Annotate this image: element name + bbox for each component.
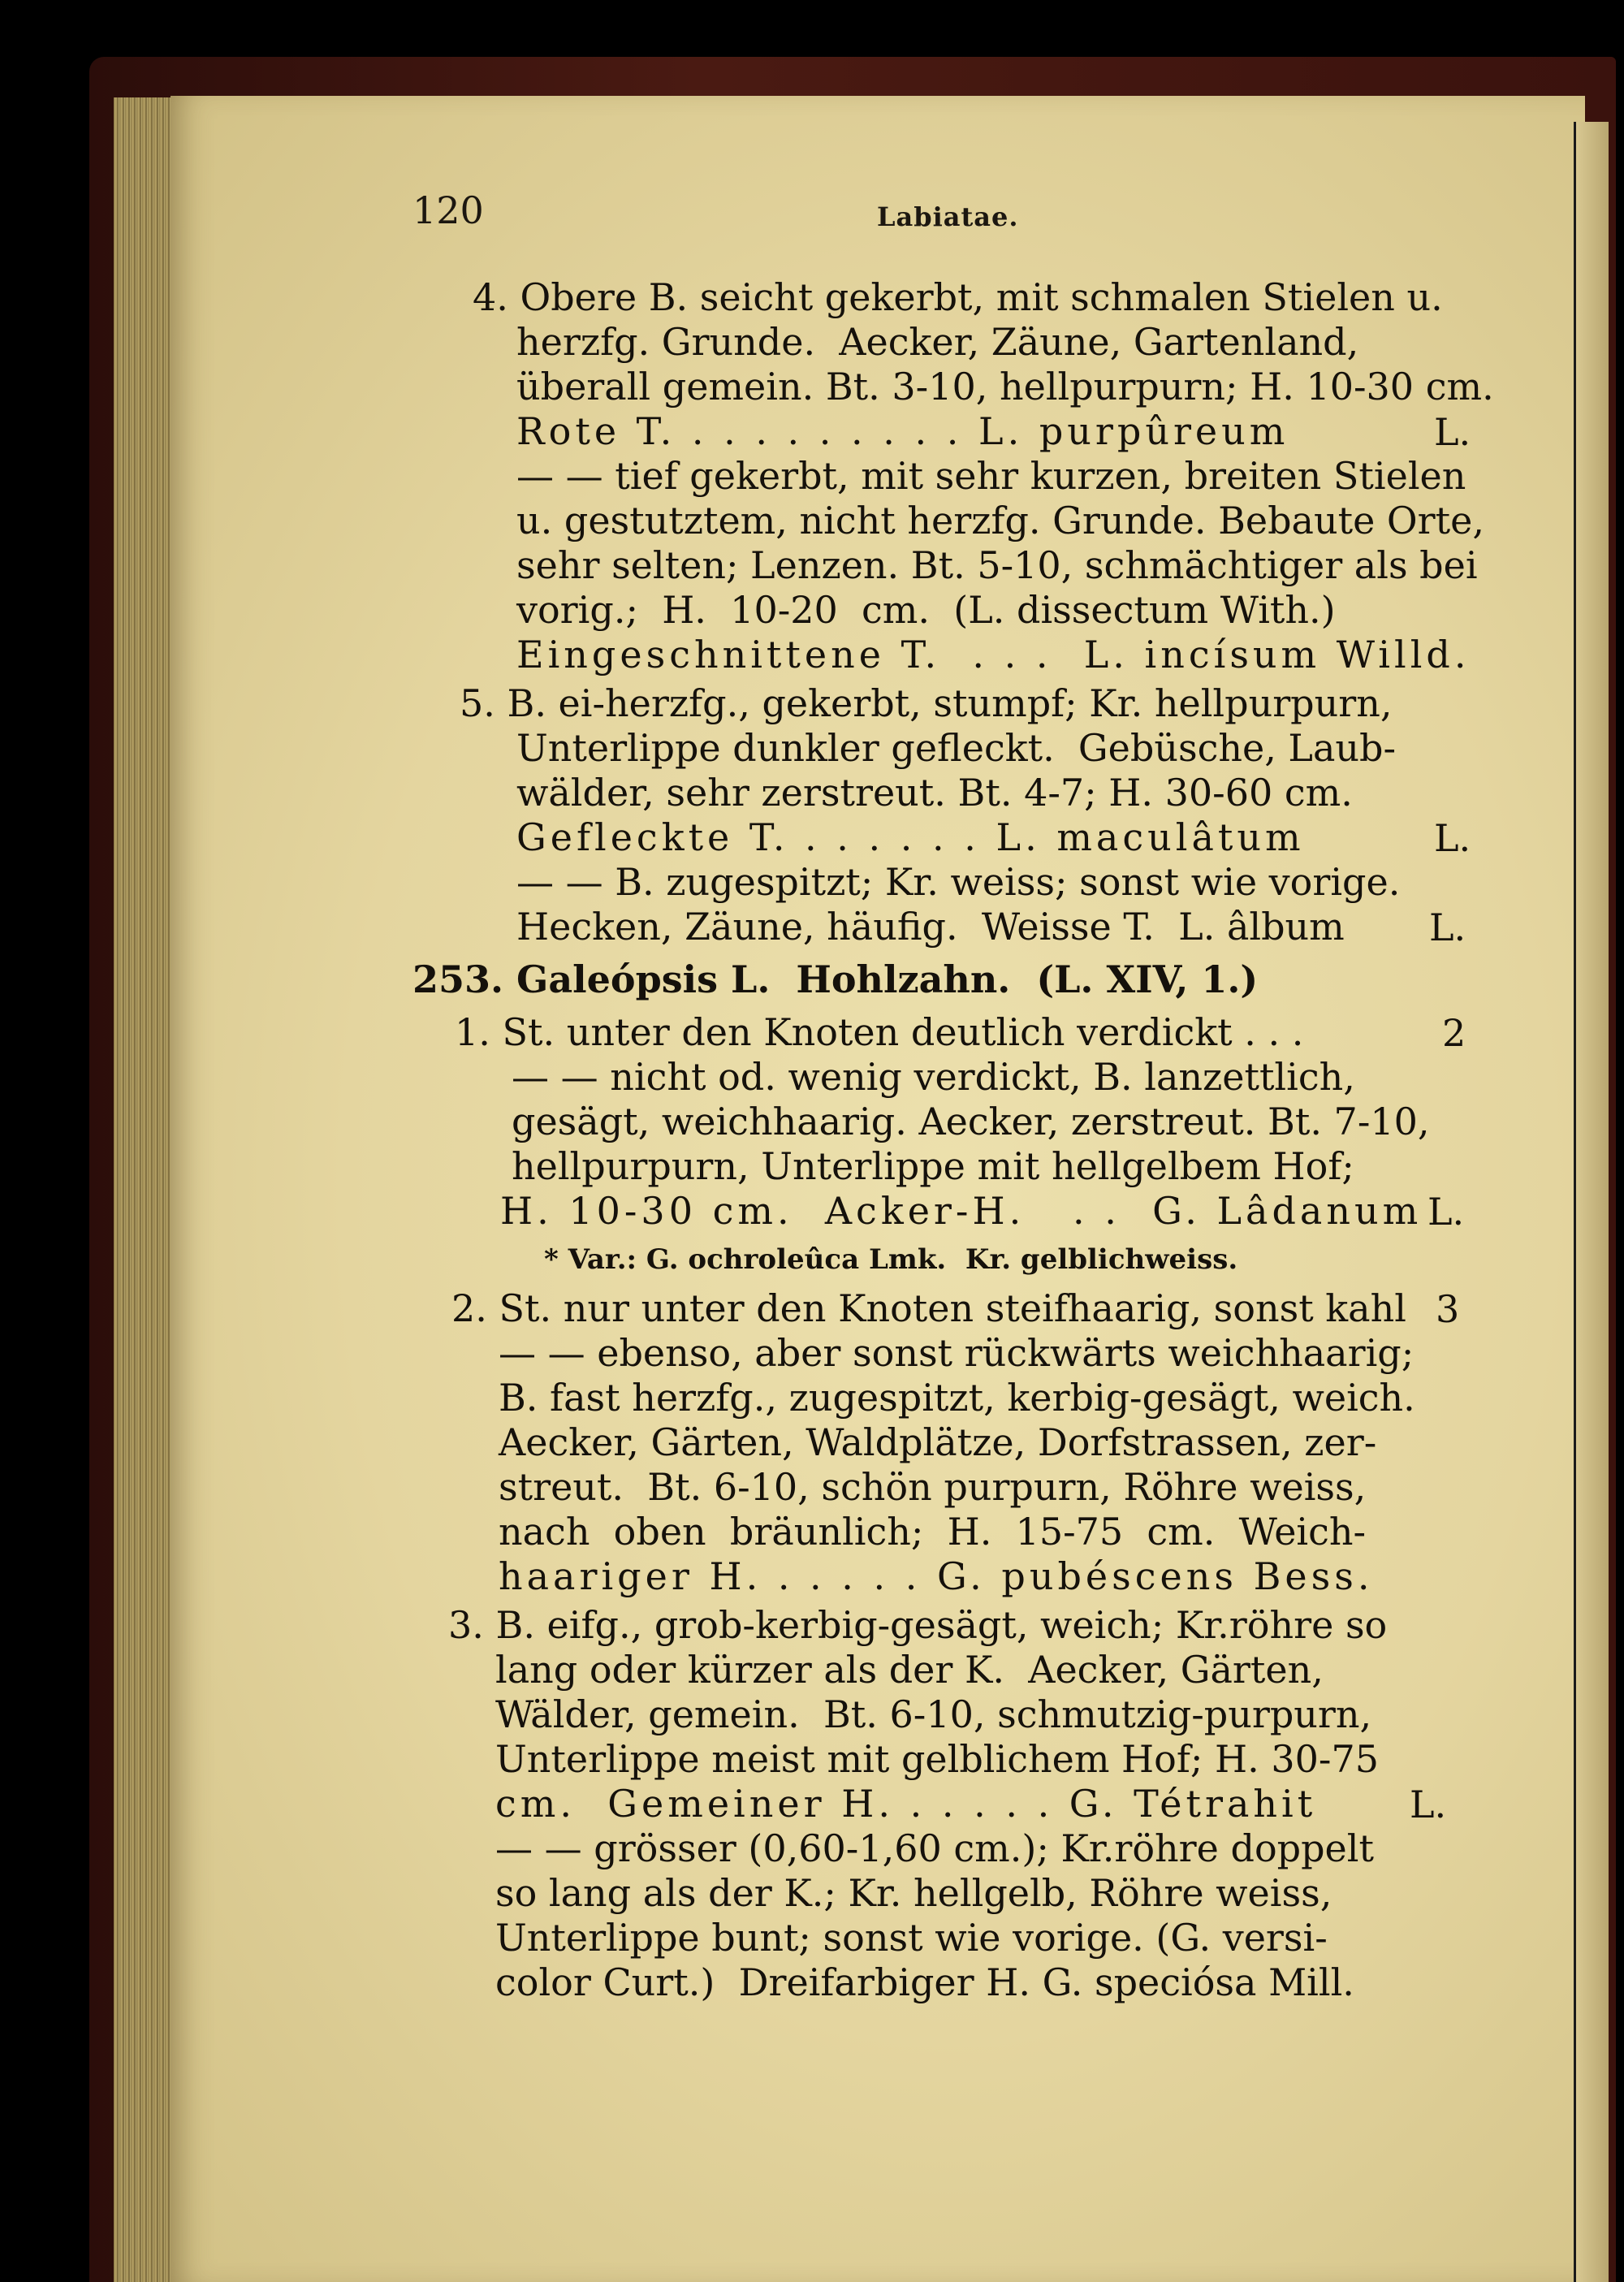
text-line: Unterlippe dunkler gefleckt. Gebüsche, Laub- xyxy=(516,726,1397,770)
text-line: — — nicht od. wenig verdickt, B. lanzettlich, xyxy=(512,1055,1355,1099)
text-line: so lang als der K.; Kr. hellgelb, Röhre weiss, xyxy=(495,1871,1332,1915)
genus-heading: 253. Galeópsis L. Hohlzahn. (L. XIV, 1.) xyxy=(412,957,1259,1001)
text-line: Unterlippe bunt; sonst wie vorige. (G. versi- xyxy=(495,1916,1328,1960)
text-line: 5. B. ei-herzfg., gekerbt, stumpf; Kr. hellpurpurn, xyxy=(460,681,1393,725)
text-line: überall gemein. Bt. 3-10, hellpurpurn; H. 10-30 cm. xyxy=(516,365,1494,408)
page-header xyxy=(0,187,1624,236)
text-line: hellpurpurn, Unterlippe mit hellgelbem Hof; xyxy=(512,1144,1354,1188)
text-line: 4. Obere B. seicht gekerbt, mit schmalen Stielen u. xyxy=(473,275,1443,319)
text-line: Unterlippe meist mit gelblichem Hof; H. 30-75 xyxy=(495,1737,1379,1781)
text-line: 3. B. eifg., grob-kerbig-gesägt, weich; Kr.röhre so xyxy=(448,1603,1388,1647)
text-line: Wälder, gemein. Bt. 6-10, schmutzig-purpurn, xyxy=(495,1692,1372,1736)
text-line: haariger H. . . . . . G. pubéscens Bess. xyxy=(499,1554,1374,1598)
text-line: Rote T. . . . . . . . . . L. purpûreum xyxy=(516,409,1289,453)
text-line: wälder, sehr zerstreut. Bt. 4-7; H. 30-60 cm. xyxy=(516,771,1353,815)
text-line: Eingeschnittene T. . . . L. incísum Willd. xyxy=(516,633,1471,676)
text-line: cm. Gemeiner H. . . . . . G. Tétrahit xyxy=(495,1782,1317,1826)
text-line: u. gestutztem, nicht herzfg. Grunde. Bebaute Orte, xyxy=(516,499,1484,542)
text-line: Gefleckte T. . . . . . . L. maculâtum xyxy=(516,815,1305,859)
text-line: vorig.; H. 10-20 cm. (L. dissectum With.) xyxy=(516,588,1336,632)
text-line: 2. St. nur unter den Knoten steifhaarig, sonst kahl xyxy=(451,1286,1406,1330)
text-line: — — grösser (0,60-1,60 cm.); Kr.röhre doppelt xyxy=(495,1826,1374,1870)
text-line: color Curt.) Dreifarbiger H. G. speciósa Mill. xyxy=(495,1960,1354,2004)
text-line: B. fast herzfg., zugespitzt, kerbig-gesägt, weich. xyxy=(499,1376,1415,1420)
text-line: Aecker, Gärten, Waldplätze, Dorfstrassen, zer- xyxy=(499,1420,1377,1464)
text-line: lang oder kürzer als der K. Aecker, Gärten, xyxy=(495,1648,1324,1692)
key-reference: 2 xyxy=(1442,1011,1466,1055)
running-title: Labiatae. xyxy=(877,201,1019,232)
text-line: streut. Bt. 6-10, schön purpurn, Röhre weiss, xyxy=(499,1465,1367,1509)
text-line: Hecken, Zäune, häufig. Weisse T. L. âlbum xyxy=(516,905,1345,949)
author-note: L. xyxy=(1434,816,1471,860)
text-line: — — tief gekerbt, mit sehr kurzen, breiten Stielen xyxy=(516,454,1466,498)
next-page-edge xyxy=(1574,122,1609,2282)
variety-note: * Var.: G. ochroleûca Lmk. Kr. gelblichweiss. xyxy=(544,1243,1238,1276)
author-note: L. xyxy=(1434,410,1471,454)
text-line: 1. St. unter den Knoten deutlich verdickt . . . xyxy=(455,1010,1304,1054)
text-line: — — B. zugespitzt; Kr. weiss; sonst wie vorige. xyxy=(516,860,1401,904)
text-line: sehr selten; Lenzen. Bt. 5-10, schmächtiger als bei xyxy=(516,543,1478,587)
key-reference: 3 xyxy=(1436,1287,1460,1331)
text-line: gesägt, weichhaarig. Aecker, zerstreut. Bt. 7-10, xyxy=(512,1100,1430,1143)
text-line: — — ebenso, aber sonst rückwärts weichhaarig; xyxy=(499,1331,1415,1375)
page-number: 120 xyxy=(412,188,484,232)
author-note: L. xyxy=(1427,1190,1465,1234)
text-line: nach oben bräunlich; H. 15-75 cm. Weich- xyxy=(499,1510,1367,1554)
text-line: herzfg. Grunde. Aecker, Zäune, Gartenland, xyxy=(516,320,1359,364)
author-note: L. xyxy=(1429,905,1466,949)
author-note: L. xyxy=(1410,1783,1447,1826)
text-line: H. 10-30 cm. Acker-H. . . G. Lâdanum xyxy=(500,1189,1423,1233)
